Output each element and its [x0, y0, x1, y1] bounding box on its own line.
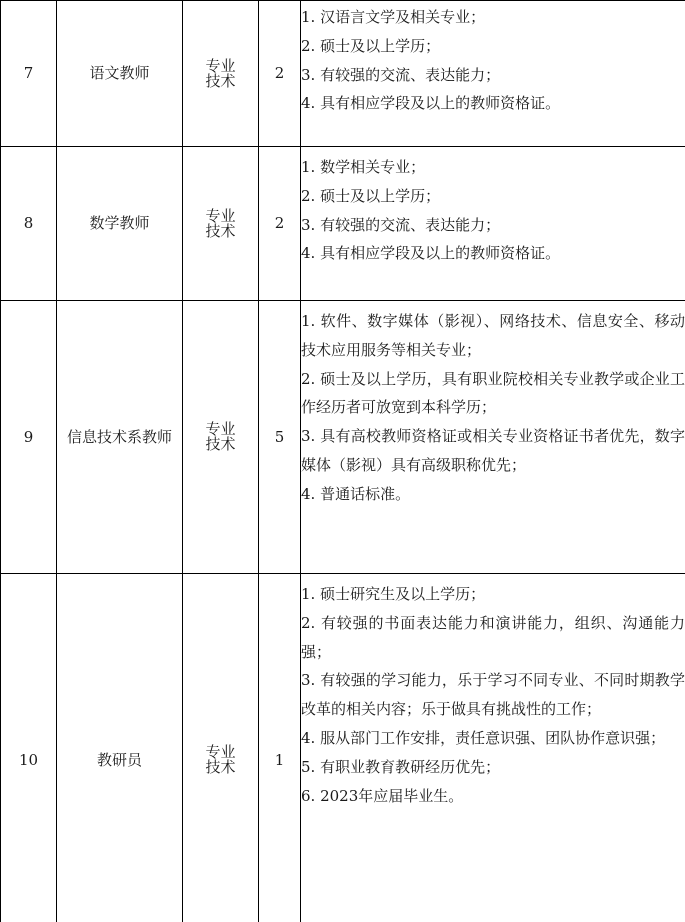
post-category-line-1: 专业 — [205, 743, 236, 761]
requirement-item: 1. 软件、数字媒体（影视）、网络技术、信息安全、移动技术应用服务等相关专业； — [301, 312, 685, 359]
requirement-item: 5. 有职业教育教研经历优先； — [301, 757, 501, 776]
requirement-item: 3. 有较强的交流、表达能力； — [301, 65, 501, 84]
requirement-item: 4. 具有相应学段及以上的教师资格证。 — [301, 244, 561, 263]
requirement-item: 4. 服从部门工作安排，责任意识强、团队协作意识强； — [301, 728, 666, 747]
requirements — [301, 574, 685, 922]
table-body — [1, 1, 685, 922]
post-name: 教研员 — [57, 574, 183, 922]
headcount: 1 — [259, 574, 301, 922]
requirement-item: 3. 有较强的学习能力，乐于学习不同专业、不同时期教学改革的相关内容；乐于做具有挑战性的工作； — [301, 671, 685, 719]
requirement-item: 2. 有较强的书面表达能力和演讲能力，组织、沟通能力强； — [301, 613, 685, 661]
requirement-item: 1. 硕士研究生及以上学历； — [301, 585, 486, 603]
post-category-line-2: 技术 — [205, 435, 236, 453]
post-category — [183, 147, 259, 301]
post-category — [183, 1, 259, 147]
post-category — [183, 574, 259, 922]
requirements — [301, 147, 685, 301]
post-category-line-1: 专业 — [205, 420, 236, 438]
requirements — [301, 1, 685, 147]
requirement-item: 2. 硕士及以上学历； — [301, 186, 441, 205]
headcount: 2 — [259, 147, 301, 301]
headcount: 5 — [259, 301, 301, 574]
post-category-line-1: 专业 — [205, 56, 236, 75]
post-name: 信息技术系教师 — [57, 301, 183, 574]
table-row — [1, 1, 685, 147]
post-category-line-2: 技术 — [205, 758, 236, 776]
post-category — [183, 301, 259, 574]
headcount: 2 — [259, 1, 301, 147]
row-index: 7 — [1, 1, 57, 147]
table-row — [1, 147, 685, 301]
row-index: 9 — [1, 301, 57, 574]
table-row — [1, 301, 685, 574]
requirement-item: 4. 具有相应学段及以上的教师资格证。 — [301, 94, 561, 113]
requirement-item: 1. 数学相关专业； — [301, 158, 426, 176]
post-name: 数学教师 — [57, 147, 183, 301]
post-category-line-2: 技术 — [205, 71, 236, 90]
requirement-item: 1. 汉语言文学及相关专业； — [301, 8, 486, 26]
post-name: 语文教师 — [57, 1, 183, 147]
post-category-line-2: 技术 — [205, 221, 236, 240]
requirement-item: 2. 硕士及以上学历； — [301, 36, 441, 55]
requirement-item: 6. 2023年应届毕业生。 — [301, 786, 464, 805]
table-row — [1, 574, 685, 922]
requirement-item: 2. 硕士及以上学历，具有职业院校相关专业教学或企业工作经历者可放宽到本科学历； — [301, 369, 685, 417]
row-index: 10 — [1, 574, 57, 922]
requirement-item: 3. 具有高校教师资格证或相关专业资格证书者优先，数字媒体（影视）具有高级职称优先； — [301, 427, 685, 474]
post-category-line-1: 专业 — [205, 206, 236, 225]
row-index: 8 — [1, 147, 57, 301]
requirements — [301, 301, 685, 574]
requirement-item: 4. 普通话标准。 — [301, 484, 411, 503]
requirement-item: 3. 有较强的交流、表达能力； — [301, 215, 501, 234]
